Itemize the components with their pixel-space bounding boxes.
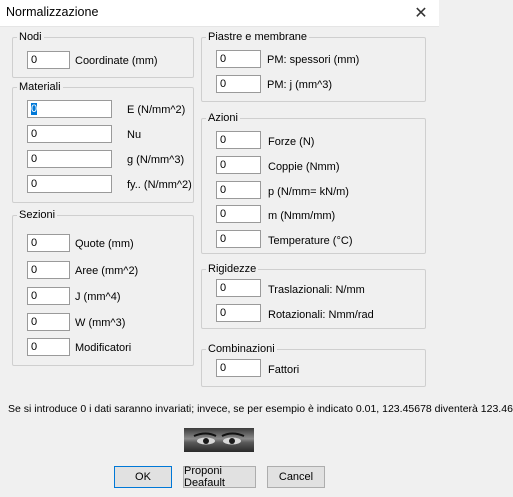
- sezioni-modificatori-label: Modificatori: [75, 342, 132, 354]
- rigidezze-rotazionali-input[interactable]: 0: [216, 304, 261, 322]
- materiali-nu-label: Nu: [127, 129, 142, 141]
- nodi-coordinate-label: Coordinate (mm): [75, 55, 158, 67]
- azioni-p-input[interactable]: 0: [216, 181, 261, 199]
- eyes-logo-image: [184, 428, 254, 452]
- materiali-fy-input[interactable]: 0: [27, 175, 112, 193]
- materiali-g-input[interactable]: 0: [27, 150, 112, 168]
- close-icon[interactable]: ✕: [414, 5, 428, 22]
- cancel-button[interactable]: Cancel: [267, 466, 325, 488]
- nodi-coordinate-input[interactable]: 0: [27, 51, 70, 69]
- materiali-nu-input[interactable]: 0: [27, 125, 112, 143]
- group-combinazioni-title: Combinazioni: [208, 343, 275, 355]
- rigidezze-rotazionali-label: Rotazionali: Nmm/rad: [268, 309, 374, 321]
- materiali-e-input[interactable]: [27, 100, 112, 118]
- materiali-e-label: E (N/mm^2): [127, 104, 186, 116]
- group-sezioni-title: Sezioni: [19, 209, 56, 221]
- group-azioni-title: Azioni: [208, 112, 238, 124]
- materiali-e-value: 0: [31, 103, 38, 115]
- title-bar: [0, 0, 439, 27]
- group-rigidezze-title: Rigidezze: [208, 263, 257, 275]
- materiali-g-label: g (N/mm^3): [127, 154, 185, 166]
- azioni-p-label: p (N/mm= kN/m): [268, 186, 349, 198]
- combinazioni-fattori-label: Fattori: [268, 364, 300, 376]
- rigidezze-traslazionali-input[interactable]: 0: [216, 279, 261, 297]
- piastre-spessori-label: PM: spessori (mm): [267, 54, 360, 66]
- piastre-j-label: PM: j (mm^3): [267, 79, 333, 91]
- info-note: Se si introduce 0 i dati saranno invariati; invece, se per esempio è indicato 0.01, 123.45678 diventerà 123.46: [8, 403, 513, 415]
- ok-button[interactable]: OK: [114, 466, 172, 488]
- azioni-forze-label: Forze (N): [268, 136, 315, 148]
- rigidezze-traslazionali-label: Traslazionali: N/mm: [268, 284, 365, 296]
- window-title: Normalizzazione: [6, 5, 99, 19]
- sezioni-w-label: W (mm^3): [75, 317, 126, 329]
- azioni-temperature-input[interactable]: 0: [216, 230, 261, 248]
- group-piastre-title: Piastre e membrane: [208, 31, 308, 43]
- piastre-spessori-input[interactable]: 0: [216, 50, 261, 68]
- group-materiali-title: Materiali: [19, 81, 61, 93]
- azioni-coppie-input[interactable]: 0: [216, 156, 261, 174]
- sezioni-quote-input[interactable]: 0: [27, 234, 70, 252]
- sezioni-modificatori-input[interactable]: 0: [27, 338, 70, 356]
- piastre-j-input[interactable]: 0: [216, 75, 261, 93]
- azioni-forze-input[interactable]: 0: [216, 131, 261, 149]
- materiali-fy-label: fy.. (N/mm^2): [127, 179, 192, 191]
- sezioni-aree-label: Aree (mm^2): [75, 265, 139, 277]
- sezioni-j-input[interactable]: 0: [27, 287, 70, 305]
- azioni-m-input[interactable]: 0: [216, 205, 261, 223]
- propose-defaults-button[interactable]: Proponi Deafault: [183, 466, 256, 488]
- group-nodi-title: Nodi: [19, 31, 42, 43]
- azioni-temperature-label: Temperature (°C): [268, 235, 353, 247]
- sezioni-aree-input[interactable]: 0: [27, 261, 70, 279]
- azioni-m-label: m (Nmm/mm): [268, 210, 336, 222]
- sezioni-j-label: J (mm^4): [75, 291, 121, 303]
- eyes-logo-icon: [184, 428, 254, 452]
- sezioni-quote-label: Quote (mm): [75, 238, 134, 250]
- combinazioni-fattori-input[interactable]: 0: [216, 359, 261, 377]
- azioni-coppie-label: Coppie (Nmm): [268, 161, 340, 173]
- sezioni-w-input[interactable]: 0: [27, 313, 70, 331]
